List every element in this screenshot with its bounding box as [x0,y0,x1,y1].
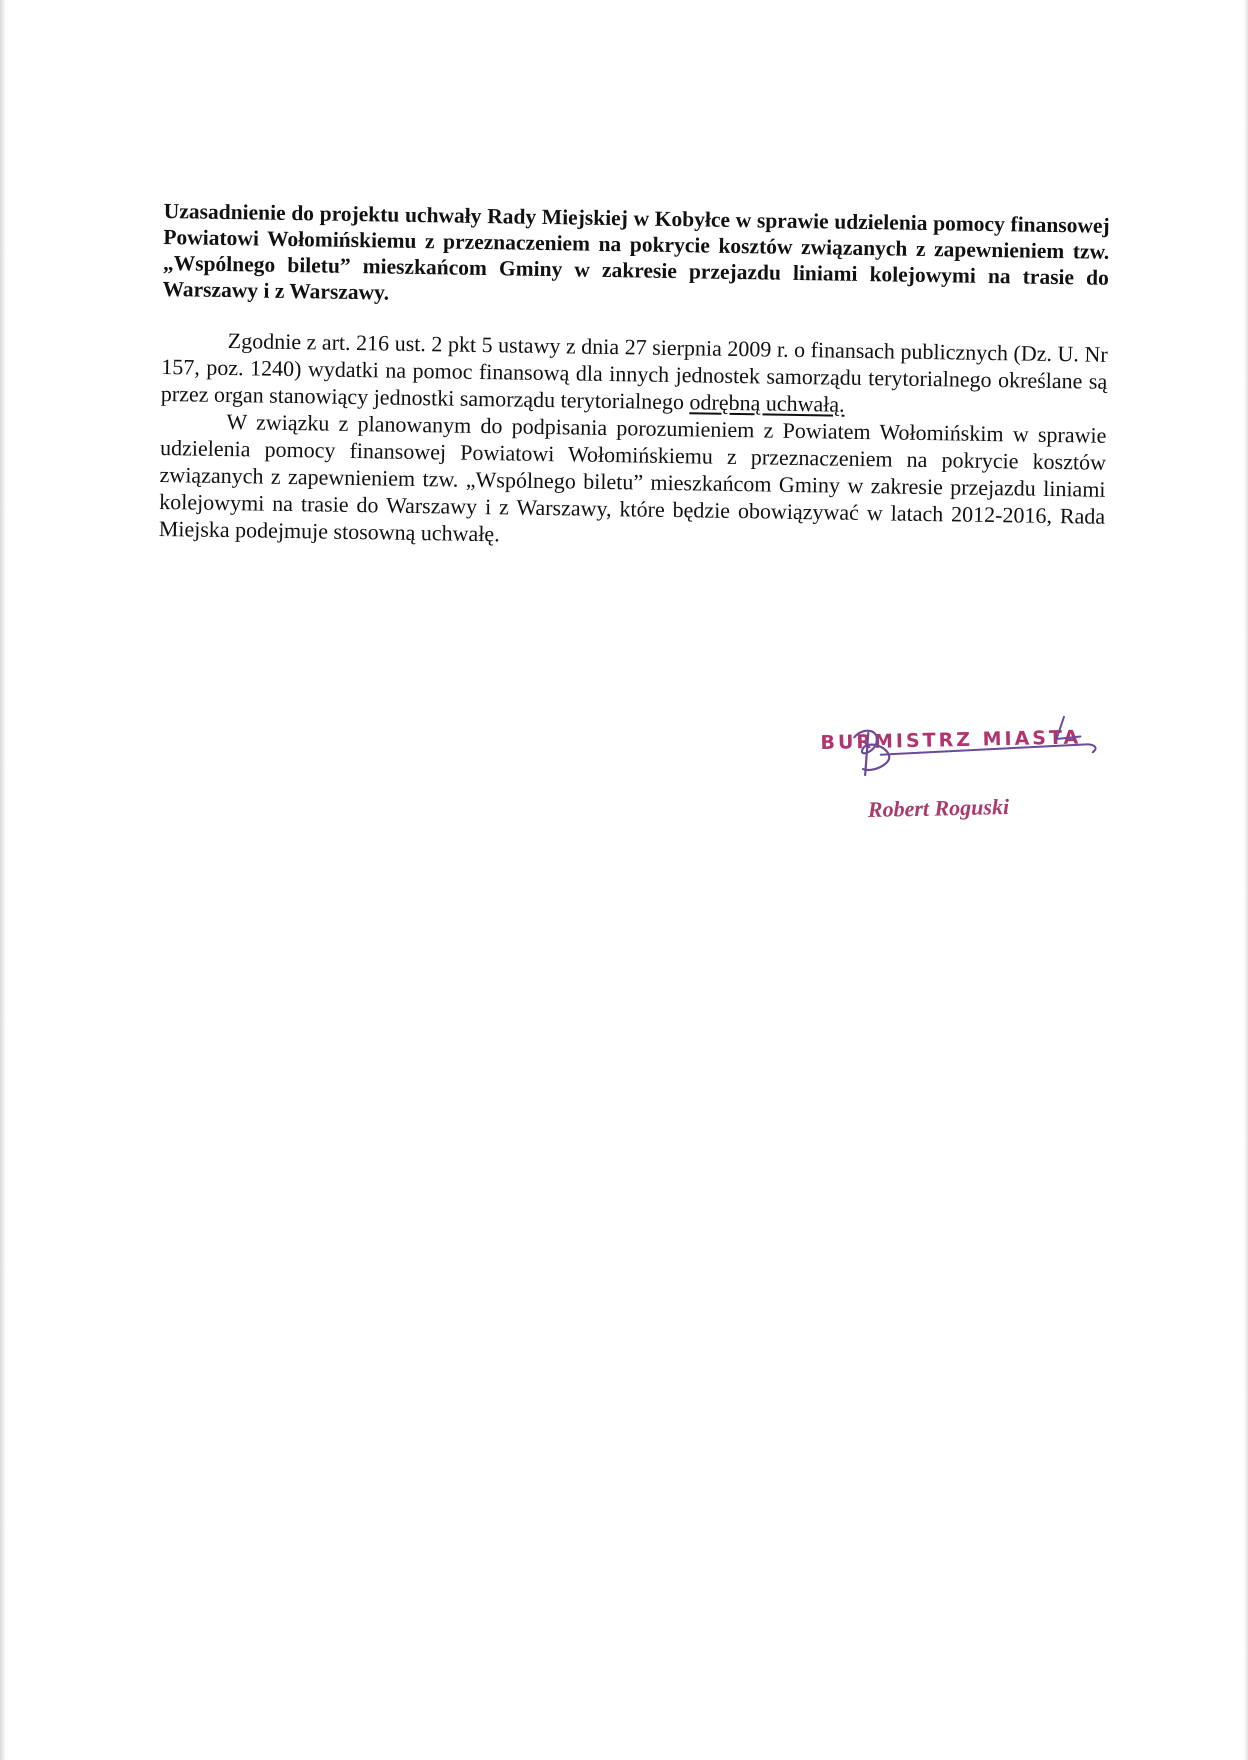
stamp-signatory-name: Robert Roguski [867,794,1010,822]
scan-edge-left [0,0,6,1760]
scan-edge-right [1244,0,1248,1760]
paragraph-agreement: W związku z planowanym do podpisania porozumieniem z Powiatem Wołomińskim w sprawie udzielenia pomocy finansowej Powiatowi Wołomińskiemu z przeznaczeniem na pokrycie kosztów związanych z zapewnieniem tzw. „Wspólnego biletu” mieszkańcom Gminy w zakresie przejazdu liniami kolejowymi na trasie do Warszawy i z Warszawy, które będzie obowiązywać w latach 2012-2016, Rada Miejska podejmuje stosowną uchwałę. [158,409,1107,547]
paragraph-legal-basis-text: Zgodnie z art. 216 ust. 2 pkt 5 ustawy z dnia 27 sierpnia 2009 r. o finansach publicznych (Dz. U. Nr 157, poz. 1240) wydatki na pomoc finansową dla innych jednostek samorządu terytorialnego określane są przez organ stanowiący jednostki samorządu terytorialnego [160,328,1108,415]
paragraph-legal-basis [161,326,1108,422]
mayor-stamp [818,714,1120,830]
document-heading: Uzasadnienie do projektu uchwały Rady Miejskiej w Kobyłce w sprawie udzielenia pomocy finansowej Powiatowi Wołomińskiemu z przeznaczeniem na pokrycie kosztów związanych z zapewnieniem tzw. „Wspólnego biletu” mieszkańcom Gminy w zakresie przejazdu liniami kolejowymi na trasie do Warszawy i z Warszawy. [162,198,1110,305]
underlined-phrase: odrębną uchwałą. [689,389,845,417]
handwritten-signature [818,714,1119,790]
document-content [159,198,1110,557]
stamp-title: BURMISTRZ MIASTA [820,726,1082,754]
